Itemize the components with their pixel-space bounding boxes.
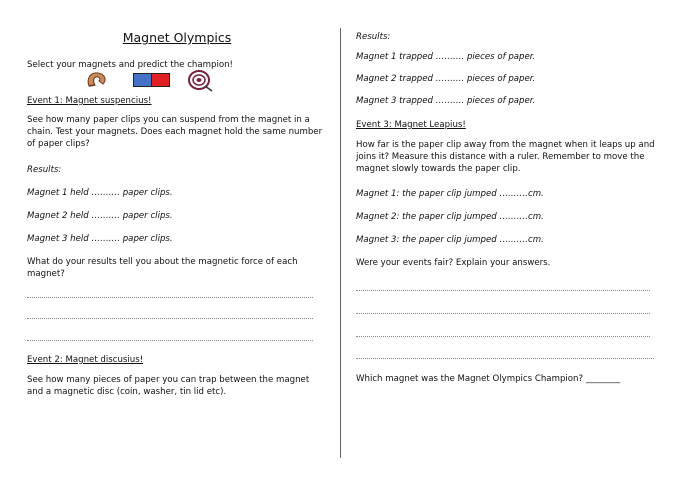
event1-results-label: Results:	[27, 165, 62, 175]
answer-line	[27, 318, 313, 319]
event3-question: Were your events fair? Explain your answers.	[356, 258, 551, 268]
answer-line	[356, 290, 650, 291]
event2-description: See how many pieces of paper you can trap between the magnet and a magnetic disc (coin, washer, tin lid etc).	[27, 375, 310, 397]
event3-result-row: Magnet 3: the paper clip jumped ……….cm.	[356, 235, 544, 245]
final-question: Which magnet was the Magnet Olympics Champion? ________	[356, 374, 621, 384]
event1-description: See how many paper clips you can suspend from the magnet in a chain. Test your magnets. Does each magnet hold the same number of paper clips?	[27, 115, 323, 149]
event1-question: What do your results tell you about the magnetic force of each magnet?	[27, 257, 298, 279]
answer-line	[356, 313, 650, 314]
event3-description: How far is the paper clip away from the magnet when it leaps up and joins it? Measure this distance with a ruler. Remember to move the magnet slowly towards the paper clip.	[356, 140, 655, 174]
horseshoe-magnet-icon	[85, 70, 109, 90]
event3-heading: Event 3: Magnet Leapius!	[356, 120, 466, 130]
event2-result-row: Magnet 1 trapped ………. pieces of paper.	[356, 52, 536, 62]
event3-result-row: Magnet 1: the paper clip jumped ……….cm.	[356, 189, 544, 199]
intro-text: Select your magnets and predict the champion!	[27, 60, 233, 70]
event2-result-row: Magnet 2 trapped ………. pieces of paper.	[356, 74, 536, 84]
answer-line	[27, 297, 313, 298]
event2-result-row: Magnet 3 trapped ………. pieces of paper.	[356, 96, 536, 106]
answer-line	[356, 358, 654, 359]
event2-results-label: Results:	[356, 32, 391, 42]
bar-magnet-icon	[133, 73, 171, 87]
event3-result-row: Magnet 2: the paper clip jumped ……….cm.	[356, 212, 544, 222]
answer-line	[27, 340, 313, 341]
column-divider	[340, 28, 341, 458]
page-title: Magnet Olympics	[122, 30, 232, 45]
ring-magnet-icon	[187, 69, 215, 93]
event1-result-row: Magnet 3 held ………. paper clips.	[27, 234, 173, 244]
event1-heading: Event 1: Magnet suspencius!	[27, 96, 152, 106]
event1-result-row: Magnet 2 held ………. paper clips.	[27, 211, 173, 221]
event1-result-row: Magnet 1 held ………. paper clips.	[27, 188, 173, 198]
event2-heading: Event 2: Magnet discusius!	[27, 355, 144, 365]
answer-line	[356, 336, 650, 337]
